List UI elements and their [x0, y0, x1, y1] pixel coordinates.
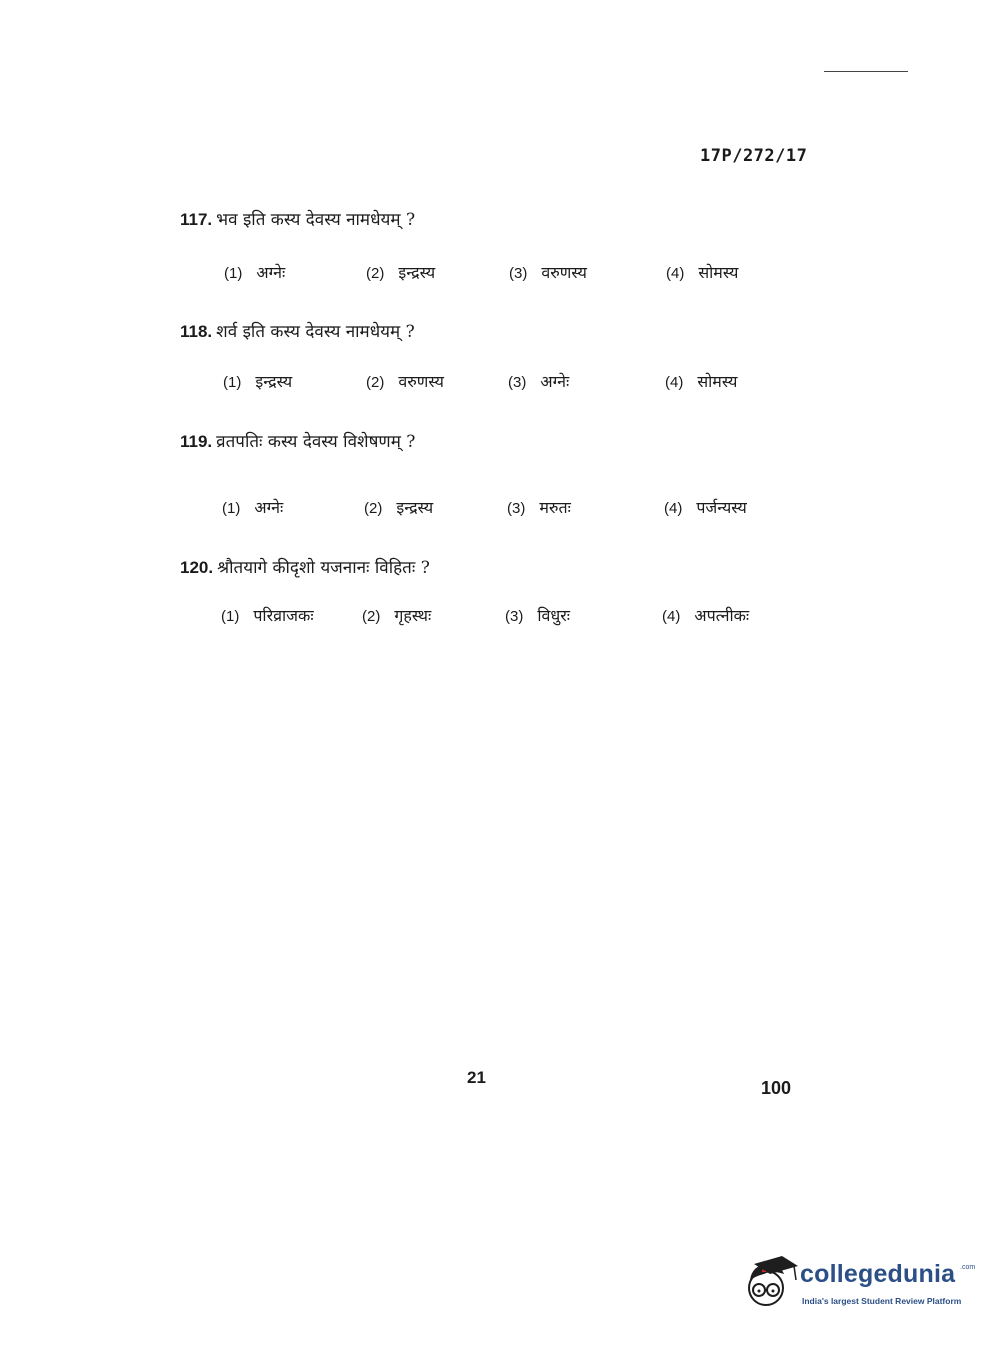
- question-117: [180, 208, 820, 291]
- question-stem: [180, 208, 820, 232]
- option-2: (2) गृहस्थः: [362, 606, 432, 625]
- logo-tld: .com: [960, 1264, 976, 1271]
- total-count: 100: [761, 1078, 792, 1098]
- option-2: (2) इन्द्रस्य: [366, 263, 436, 282]
- option-row: [180, 370, 820, 400]
- question-119: [180, 430, 820, 526]
- option-1: (1) परिव्राजकः: [221, 606, 314, 625]
- top-rule: [824, 71, 908, 72]
- option-2: (2) वरुणस्य: [366, 372, 444, 391]
- question-number: 117.: [180, 210, 213, 229]
- option-3: (3) विधुरः: [505, 606, 570, 625]
- question-number: 119.: [180, 432, 213, 451]
- graduate-mascot-icon: [742, 1250, 800, 1310]
- question-118: [180, 320, 820, 400]
- option-1: (1) इन्द्रस्य: [223, 372, 293, 391]
- option-row: [180, 261, 820, 291]
- logo-tagline: India's largest Student Review Platform: [802, 1296, 962, 1306]
- question-text: भव इति कस्य देवस्य नामधेयम् ?: [216, 210, 416, 230]
- option-4: (4) सोमस्य: [666, 263, 739, 282]
- question-text: व्रतपतिः कस्य देवस्य विशेषणम् ?: [216, 432, 416, 452]
- question-120: [180, 556, 820, 634]
- option-3: (3) वरुणस्य: [509, 263, 587, 282]
- logo-wordmark: collegedunia: [800, 1260, 956, 1288]
- option-2: (2) इन्द्रस्य: [364, 498, 434, 517]
- option-3: (3) मरुतः: [507, 498, 571, 517]
- question-stem: [180, 320, 820, 344]
- option-4: (4) अपत्नीकः: [662, 606, 750, 625]
- page-number: 21: [467, 1068, 486, 1087]
- question-text: शर्व इति कस्य देवस्य नामधेयम् ?: [216, 322, 415, 342]
- option-row: [180, 496, 820, 526]
- question-text: श्रौतयागे कीदृशो यजनानः विहितः ?: [217, 558, 430, 578]
- option-3: (3) अग्नेः: [508, 372, 570, 391]
- option-row: [180, 604, 820, 634]
- question-stem: [180, 430, 820, 454]
- question-number: 120.: [180, 558, 214, 577]
- paper-code: 17P/272/17: [700, 146, 808, 166]
- option-1: (1) अग्नेः: [222, 498, 284, 517]
- collegedunia-logo: [742, 1250, 976, 1312]
- option-4: (4) पर्जन्यस्य: [664, 498, 747, 517]
- question-stem: [180, 556, 820, 580]
- question-number: 118.: [180, 322, 213, 341]
- option-4: (4) सोमस्य: [665, 372, 738, 391]
- option-1: (1) अग्नेः: [224, 263, 286, 282]
